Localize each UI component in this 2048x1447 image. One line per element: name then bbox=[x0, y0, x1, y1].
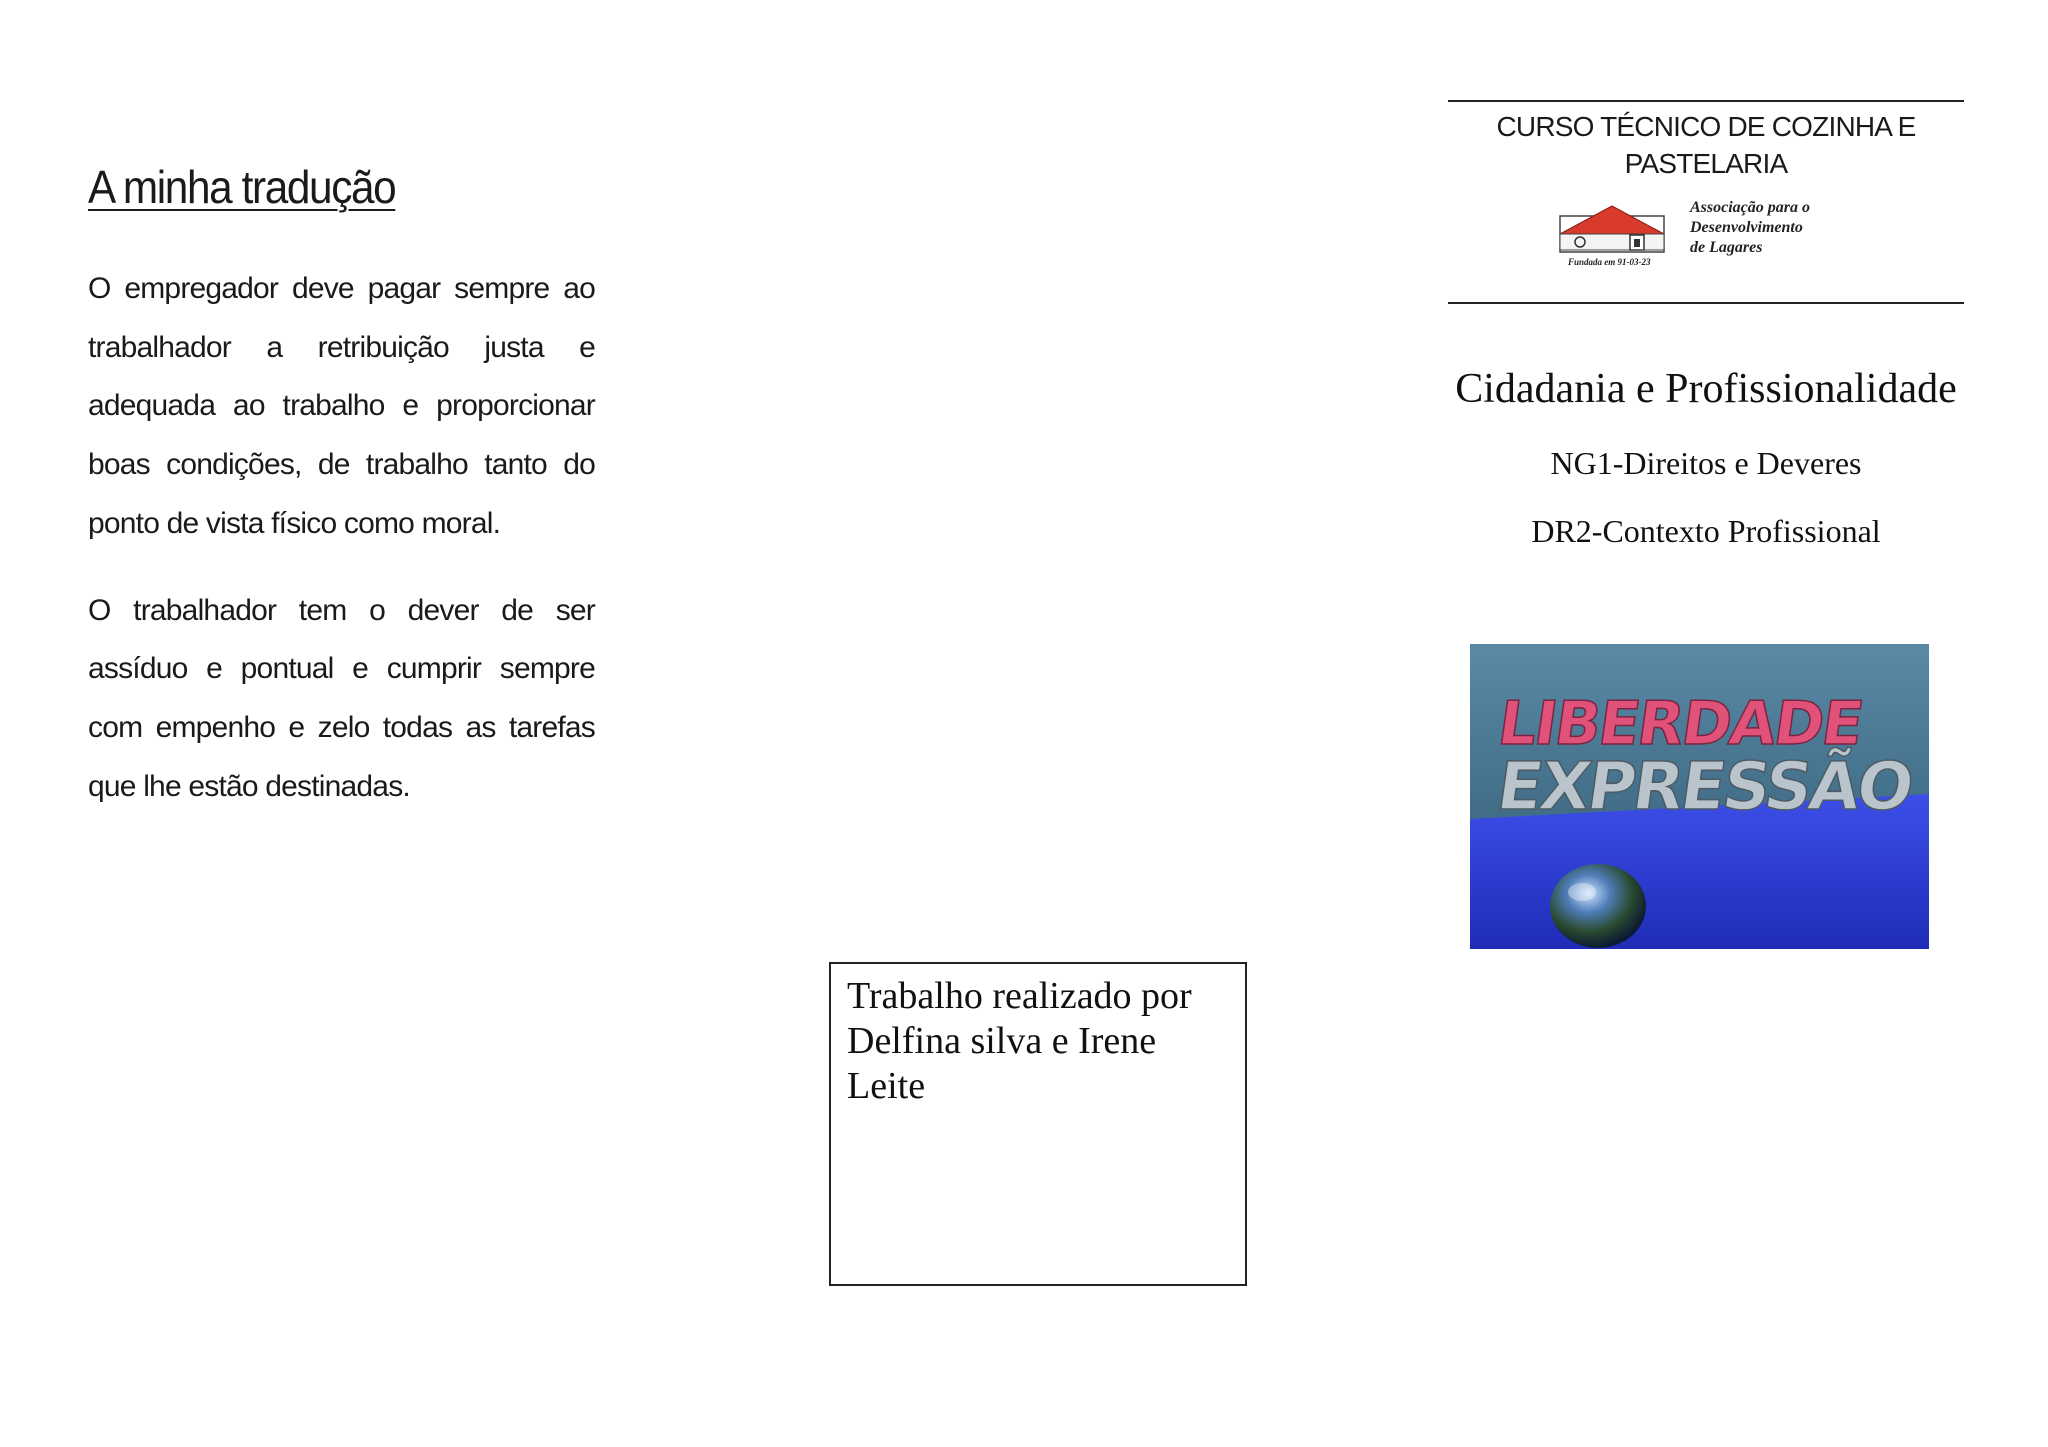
logo-founded-text: Fundada em 91-03-23 bbox=[1568, 257, 1651, 267]
left-panel bbox=[88, 160, 595, 844]
credits-box bbox=[829, 962, 1247, 1286]
right-panel bbox=[1448, 100, 1964, 949]
subject-title: Cidadania e Profissionalidade bbox=[1455, 366, 1957, 412]
house-logo-icon bbox=[1558, 204, 1668, 270]
association-line-3: de Lagares bbox=[1690, 239, 1763, 256]
translation-title: A minha tradução bbox=[88, 161, 396, 213]
paragraph-worker: O trabalhador tem o dever de ser assíduo e pontual e cumprir sempre com empenho e zelo todas as tarefas que lhe estão destinadas. bbox=[88, 593, 595, 803]
dr-line: DR2-Contexto Profissional bbox=[1531, 513, 1881, 549]
bottom-rule bbox=[1448, 302, 1964, 304]
paragraph-employer: O empregador deve pagar sempre ao trabalhador a retribuição justa e adequada ao trabalho e proporcionar boas condições, de trabalho tanto do ponto de vista físico como moral. bbox=[88, 272, 595, 540]
image-word-expressao: EXPRESSÃO bbox=[1492, 747, 1916, 825]
association-name bbox=[1690, 198, 1810, 258]
ng-line: NG1-Direitos e Deveres bbox=[1550, 445, 1862, 481]
top-rule bbox=[1448, 100, 1964, 102]
association-logo bbox=[1558, 199, 1964, 302]
association-line-2: Desenvolvimento bbox=[1690, 219, 1803, 236]
association-line-1: Associação para o bbox=[1690, 199, 1810, 216]
credits-text: Trabalho realizado por Delfina silva e Irene Leite bbox=[847, 975, 1192, 1107]
liberdade-expressao-image bbox=[1470, 644, 1929, 949]
course-title: CURSO TÉCNICO DE COZINHA E PASTELARIA bbox=[1496, 111, 1916, 179]
image-word-liberdade: LIBERDADE bbox=[1493, 689, 1867, 759]
